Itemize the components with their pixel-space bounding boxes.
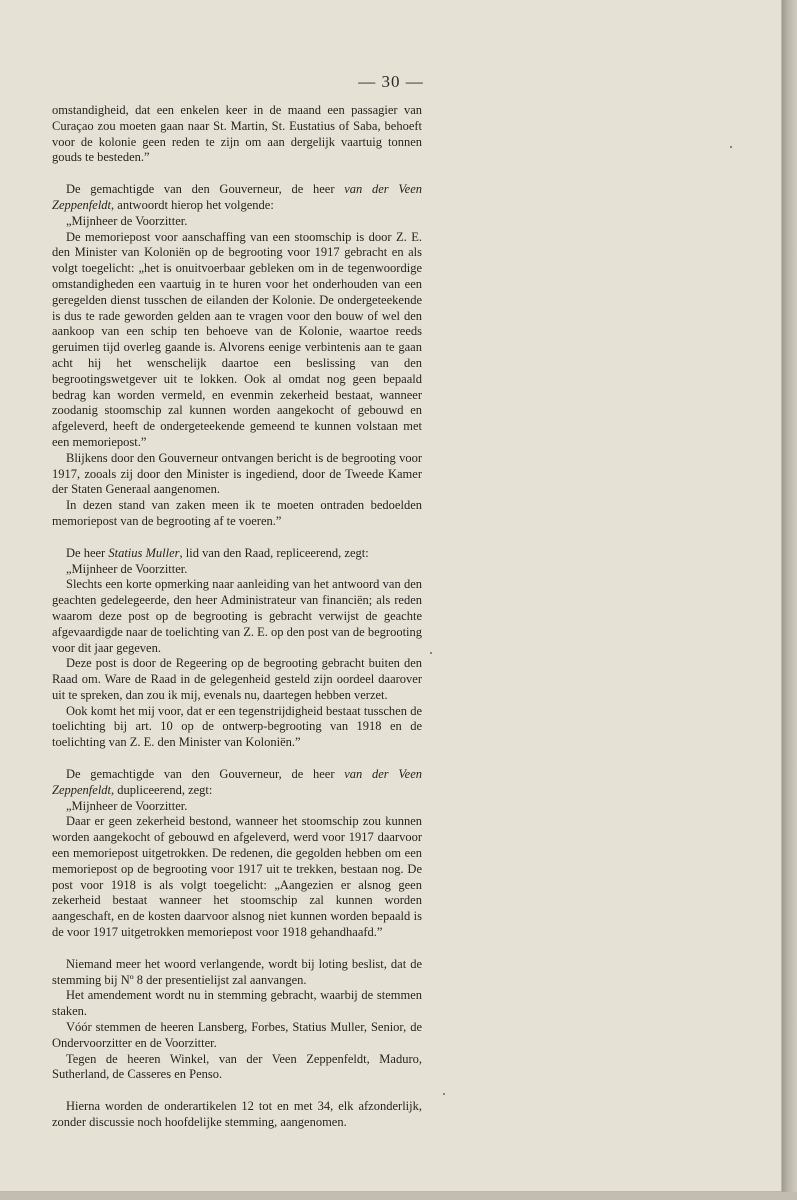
- paragraph: Blijkens door den Gouverneur ontvangen bericht is de begrooting voor 1917, zooals zij door den Minister is ingediend, door de Tweede Kamer der Staten Generaal aangenomen.: [52, 450, 422, 497]
- paragraph: Het amendement wordt nu in stemming gebracht, waarbij de stemmen staken.: [52, 988, 422, 1019]
- speaker-name: van der Veen Zeppenfeldt: [52, 767, 422, 797]
- paragraph: Hierna worden de onderartikelen 12 tot en met 34, elk afzonderlijk, zonder discussie noch hoofdelijke stemming, aangenomen.: [52, 1099, 422, 1130]
- page-number: — 30 —: [358, 72, 424, 91]
- paragraph: „Mijnheer de Voorzitter.: [66, 798, 188, 813]
- paragraph: omstandigheid, dat een enkelen keer in de maand een passagier van Curaçao zou moeten gaan naar St. Martin, St. Eustatius of Saba, behoeft voor de kolonie geen reden te zijn om aan dergelijk vaartuig tonnen gouds te besteden.”: [52, 103, 422, 165]
- paragraph: De memoriepost voor aanschaffing van een stoomschip is door Z. E. den Minister van Koloniën op de begrooting voor 1917 gebracht en als volgt toegelicht: „het is onuitvoerbaar gebleken om in de tegenwoordige omstandigheden een vaartuig in te huren voor het onderhouden van een geregelden dienst tusschen de eilanden der Kolonie. De ondergeteekende is dus te rade geworden gelden aan te vragen voor den bouw of wel den aankoop van een schip ten behoeve van de Kolonie, waartoe reeds geruimen tijd overleg gaande is. Alvorens eenige verbintenis aan te gaan acht hij het wenschelijk daartoe een beslissing van den begrootingswetgever uit te lokken. Ook al omdat nog geen bepaald bedrag kan worden vermeld, en evenmin zekerheid bestaat, wanneer zoodanig stoomschip zal kunnen worden aangekocht of gebouwd en afgeleverd, heeft de ondergeteekende gemeend te kunnen volstaan met een memoriepost.”: [52, 229, 422, 449]
- paragraph: „Mijnheer de Voorzitter.: [66, 213, 188, 228]
- paragraph: „Mijnheer de Voorzitter.: [66, 561, 188, 576]
- speaker-name: Statius Muller: [108, 545, 180, 560]
- paragraph: De heer Statius Muller, lid van den Raad, repliceerend, zegt:: [66, 545, 369, 560]
- paragraph: De gemachtigde van den Gouverneur, de heer van der Veen Zeppenfeldt, antwoordt hierop het volgende:: [52, 182, 422, 212]
- paragraph: Slechts een korte opmerking naar aanleiding van het antwoord van den geachten gedelegeerde, den heer Administrateur van financiën; als reden waarom deze post op de begrooting is gebracht verwijst de geachte afgevaardigde naar de toelichting van Z. E. op den post van de begrooting voor dit jaar gegeven.: [52, 577, 423, 655]
- paragraph: Tegen de heeren Winkel, van der Veen Zeppenfeldt, Maduro, Sutherland, de Casseres en Penso.: [52, 1051, 422, 1082]
- paragraph: Niemand meer het woord verlangende, wordt bij loting beslist, dat de stemming bij Nº 8 der presentielijst zal aanvangen.: [52, 956, 422, 987]
- page-bottom-edge: [0, 1192, 797, 1200]
- margin-speck: [430, 652, 432, 654]
- document-body: [52, 103, 422, 1131]
- paragraph: Deze post is door de Regeering op de begrooting gebracht buiten den Raad om. Ware de Raad in de gelegenheid gesteld zijn oordeel daarover uit te spreken, dan zou ik mij, evenals nu, daartegen hebben verzet.: [52, 656, 422, 702]
- paragraph: Daar er geen zekerheid bestond, wanneer het stoomschip zou kunnen worden aangekocht of gebouwd en afgeleverd, werd voor 1917 daarvoor een memoriepost uitgetrokken. De redenen, die gegolden hebben om een memoriepost op de begrooting voor 1917 uit te trekken, bestaan nog. De post voor 1918 is als volgt toegelicht: „Aangezien er alsnog geen zekerheid bestaat wanneer het stoomschip zal kunnen worden aangeschaft, en de kosten daarvoor alsnog niet kunnen worden bepaald is de voor 1917 uitgetrokken memoriepost voor 1918 gehandhaafd.”: [52, 814, 422, 940]
- margin-speck: [730, 146, 732, 148]
- margin-speck: [443, 1093, 445, 1095]
- paragraph: Vóór stemmen de heeren Lansberg, Forbes, Statius Muller, Senior, de Ondervoorzitter en de Voorzitter.: [52, 1020, 422, 1050]
- speaker-name: van der Veen Zeppenfeldt: [52, 182, 422, 212]
- paragraph: De gemachtigde van den Gouverneur, de heer van der Veen Zeppenfeldt, dupliceerend, zegt:: [52, 767, 422, 797]
- paragraph: Ook komt het mij voor, dat er een tegenstrijdigheid bestaat tusschen de toelichting bij art. 10 op de ontwerp-begrooting van 1918 en de toelichting van Z. E. den Minister van Koloniën.”: [52, 703, 422, 750]
- paragraph: In dezen stand van zaken meen ik te moeten ontraden bedoelden memoriepost van de begrooting af te voeren.”: [52, 498, 422, 528]
- page-edge-shadow: [782, 0, 797, 1200]
